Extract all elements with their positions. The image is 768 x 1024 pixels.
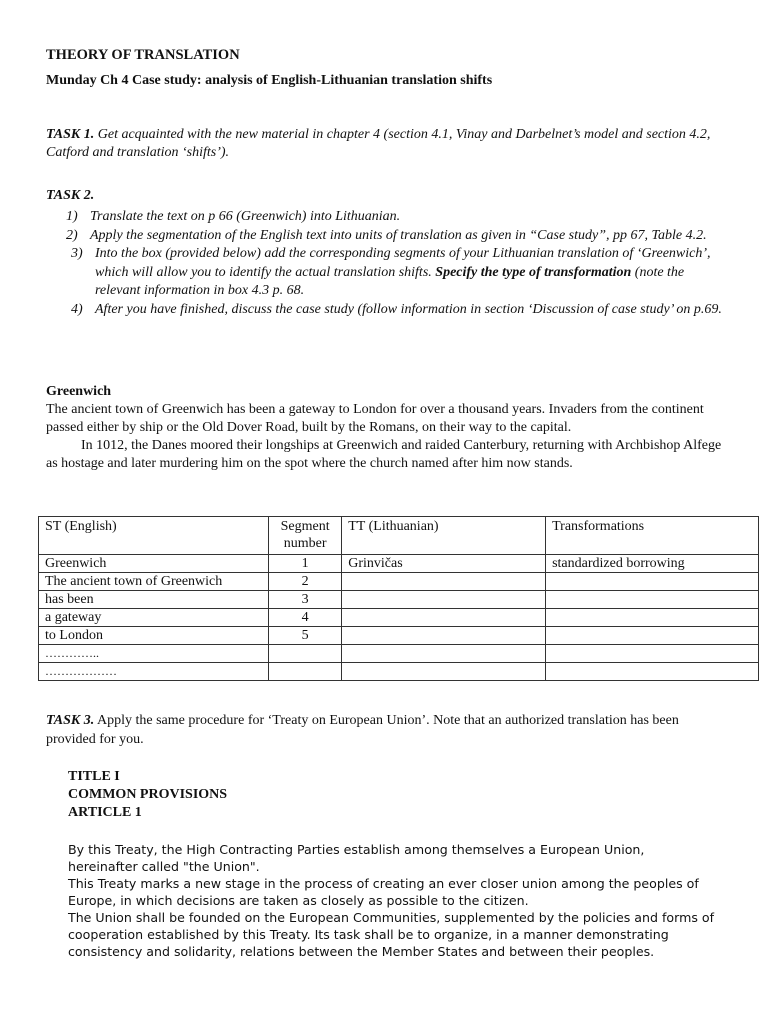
document-title: THEORY OF TRANSLATION [46, 47, 240, 63]
table-cell [342, 663, 546, 681]
list-item-text-part: (note the relevant information in box 4.3 p. 68. [95, 264, 685, 298]
table-cell: Grinvičas [342, 555, 546, 573]
table-cell: 4 [268, 609, 341, 627]
task1-text: Get acquainted with the new material in chapter 4 (section 4.1, Vinay and Darbelnet’s model and section 4.2, Catford and translation ‘shifts’). [46, 127, 711, 160]
table-cell: 1 [268, 555, 341, 573]
list-item-number: 3) [71, 246, 83, 261]
treaty-title: TITLE I [68, 769, 120, 784]
table-cell: Greenwich [39, 555, 269, 573]
treaty-heading [68, 768, 227, 822]
list-item-text: Translate the text on p 66 (Greenwich) into Lithuanian. [90, 209, 401, 224]
greenwich-text [46, 401, 726, 473]
table-cell [546, 609, 759, 627]
table-cell [546, 573, 759, 591]
table-cell [342, 645, 546, 663]
task3 [46, 711, 726, 749]
column-header-st: ST (English) [39, 517, 269, 555]
table-cell: standardized borrowing [546, 555, 759, 573]
table-row [39, 591, 759, 609]
list-item-number: 2) [66, 227, 78, 243]
treaty-paragraph: The Union shall be founded on the European Communities, supplemented by the policies and forms of cooperation established by this Treaty. Its task shall be to organize, in a manner demonstrating consistency and solidarity, relations between the Member States and between their peoples. [68, 910, 715, 959]
list-item-text: After you have finished, discuss the case study (follow information in section ‘Discussion of case study’ on p.69. [95, 301, 722, 317]
list-item-number: 1) [66, 209, 78, 224]
table-cell [342, 591, 546, 609]
list-item [66, 208, 726, 227]
table-cell [546, 591, 759, 609]
task2-label: TASK 2. [46, 188, 95, 203]
list-item [66, 227, 726, 246]
table-row [39, 645, 759, 663]
table-cell: 5 [268, 627, 341, 645]
greenwich-heading: Greenwich [46, 384, 112, 399]
treaty-body [68, 841, 718, 960]
table-cell [268, 663, 341, 681]
table-cell: to London [39, 627, 269, 645]
task1 [46, 126, 726, 162]
table-row [39, 609, 759, 627]
column-header-tt: TT (Lithuanian) [342, 517, 546, 555]
column-header-segment: Segment number [268, 517, 341, 555]
greenwich-paragraph-2: In 1012, the Danes moored their longships at Greenwich and raided Canterbury, returning with Archbishop Alfege as hostage and later murdering him on the spot where the church named after him now stands. [46, 438, 722, 471]
treaty-subtitle: COMMON PROVISIONS [68, 787, 228, 802]
table-cell: a gateway [39, 609, 269, 627]
column-header-transformations: Transformations [546, 517, 759, 555]
task1-label: TASK 1. [46, 127, 95, 142]
table-row [39, 555, 759, 573]
treaty-article: ARTICLE 1 [68, 805, 142, 820]
table-row [39, 627, 759, 645]
translation-shifts-table [38, 516, 759, 681]
greenwich-paragraph-1: The ancient town of Greenwich has been a gateway to London for over a thousand years. Invaders from the continent passed either by ship or the Old Dover Road, built by the Romans, on their way to the capital. [46, 402, 704, 435]
table-header-row [39, 517, 759, 555]
table-cell [546, 663, 759, 681]
list-item [66, 301, 726, 320]
table-cell [546, 627, 759, 645]
table-cell: ………….. [39, 645, 269, 663]
list-item-text-part: Into the box (provided below) add the corresponding segments of your Lithuanian translation of ‘Greenwich’, which will allow you to identify the actual translation shifts. [95, 246, 711, 280]
table-cell: The ancient town of Greenwich [39, 573, 269, 591]
list-item-number: 4) [71, 301, 83, 317]
table-row [39, 573, 759, 591]
task3-text: Apply the same procedure for ‘Treaty on European Union’. Note that an authorized translation has been provided for you. [46, 713, 679, 747]
table-cell [342, 573, 546, 591]
list-item-text: Apply the segmentation of the English text into units of translation as given in “Case study”, pp 67, Table 4.2. [90, 227, 707, 243]
table-cell [342, 627, 546, 645]
table-cell: 3 [268, 591, 341, 609]
list-item [66, 245, 726, 301]
document-subtitle: Munday Ch 4 Case study: analysis of English-Lithuanian translation shifts [46, 73, 493, 88]
list-item-emphasis: Specify the type of transformation [435, 264, 632, 280]
table-cell [268, 645, 341, 663]
table-row [39, 663, 759, 681]
task3-label: TASK 3. [46, 713, 95, 728]
table-cell: 2 [268, 573, 341, 591]
table-cell [546, 645, 759, 663]
treaty-paragraph: This Treaty marks a new stage in the process of creating an ever closer union among the peoples of Europe, in which decisions are taken as closely as possible to the citizen. [68, 876, 699, 908]
task2-list [66, 208, 726, 319]
table-cell: has been [39, 591, 269, 609]
list-item-text [95, 245, 726, 301]
table-cell: ……………… [39, 663, 269, 681]
table-cell [342, 609, 546, 627]
treaty-paragraph: By this Treaty, the High Contracting Parties establish among themselves a European Union, hereinafter called "the Union". [68, 842, 645, 874]
